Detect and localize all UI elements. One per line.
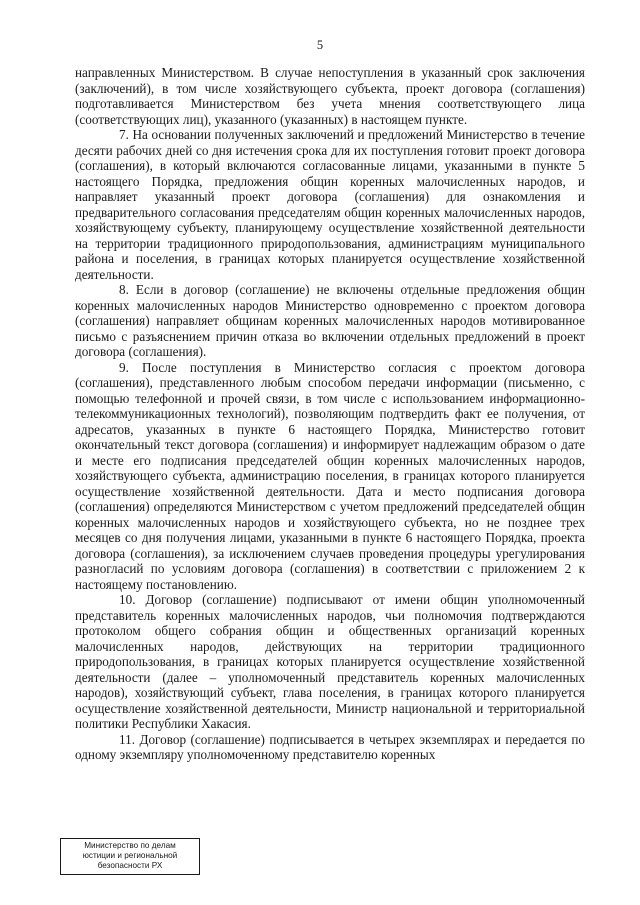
paragraph-7: 7. На основании полученных заключений и предложений Министерство в течение десяти рабочих дней со дня истечения срока для их поступления готовит проект договора (соглашения), в который включаются согласованные лицами, указанными в пункте 5 настоящего Порядка, предложения общин коренных малочисленных народов, и направляет указанный проект договора (соглашения) для ознакомления и предварительного согласования председателям общин коренных малочисленных народов, хозяйствующему субъекту, планирующему осуществление хозяйственной деятельности на территории традиционного природопользования, администрациям муниципального района и поселения, в границах которых планируется осуществление хозяйственной деятельности. <box>75 127 585 282</box>
paragraph-continuation: направленных Министерством. В случае непоступления в указанный срок заключения (заключений), в том числе хозяйствующего субъекта, проект договора (соглашения) подготавливается Министерством без учета мнения соответствующего лица (соответствующих лиц), указанного (указанных) в настоящем пункте. <box>75 65 585 127</box>
ministry-stamp <box>60 838 200 875</box>
stamp-line-1: Министерство по делам <box>84 841 176 850</box>
paragraph-9: 9. После поступления в Министерство согласия с проектом договора (соглашения), представленного любым способом передачи информации (письменно, с помощью телефонной и прочей связи, в том числе с использованием информационно-телекоммуникационных технологий), позволяющим подтвердить факт ее получения, от адресатов, указанных в пункте 6 настоящего Порядка, Министерство готовит окончательный текст договора (соглашения) и информирует надлежащим образом о дате и месте его подписания председателей общин коренных малочисленных народов, хозяйствующего субъекта, администрацию поселения, в границах которого планируется осуществление хозяйственной деятельности. Дата и место подписания договора (соглашения) определяются Министерством с учетом предложений председателей общин коренных малочисленных народов и хозяйствующего субъекта, но не позднее трех месяцев со дня получения лицами, указанными в пункте 6 настоящего Порядка, проекта договора (соглашения), за исключением случаев проведения процедуры урегулирования разногласий по условиям договора (соглашения) в соответствии с приложением 2 к настоящему постановлению. <box>75 359 585 592</box>
paragraph-8: 8. Если в договор (соглашение) не включены отдельные предложения общин коренных малочисленных народов Министерство одновременно с проектом договора (соглашения) направляет общинам коренных малочисленных народов мотивированное письмо с разъяснением причин отказа во включении отдельных предложений в проект договора (соглашения). <box>75 282 585 359</box>
stamp-line-2: юстиции и региональной <box>82 851 178 860</box>
body-text <box>75 65 585 763</box>
stamp-line-3: безопасности РХ <box>97 861 163 870</box>
page-number: 5 <box>316 38 324 52</box>
paragraph-10: 10. Договор (соглашение) подписывают от имени общин уполномоченный представитель коренных малочисленных народов, чьи полномочия подтверждаются протоколом общего собрания общин и общественных организаций коренных малочисленных народов, действующих на территории традиционного природопользования, в границах которых планируется осуществление хозяйственной деятельности (далее – уполномоченный представитель коренных малочисленных народов), хозяйствующий субъект, глава поселения, в границах которого планируется осуществление хозяйственной деятельности, Министр национальной и территориальной политики Республики Хакасия. <box>75 592 585 731</box>
paragraph-11: 11. Договор (соглашение) подписывается в четырех экземплярах и передается по одному экземпляру уполномоченному представителю коренных <box>75 731 585 762</box>
